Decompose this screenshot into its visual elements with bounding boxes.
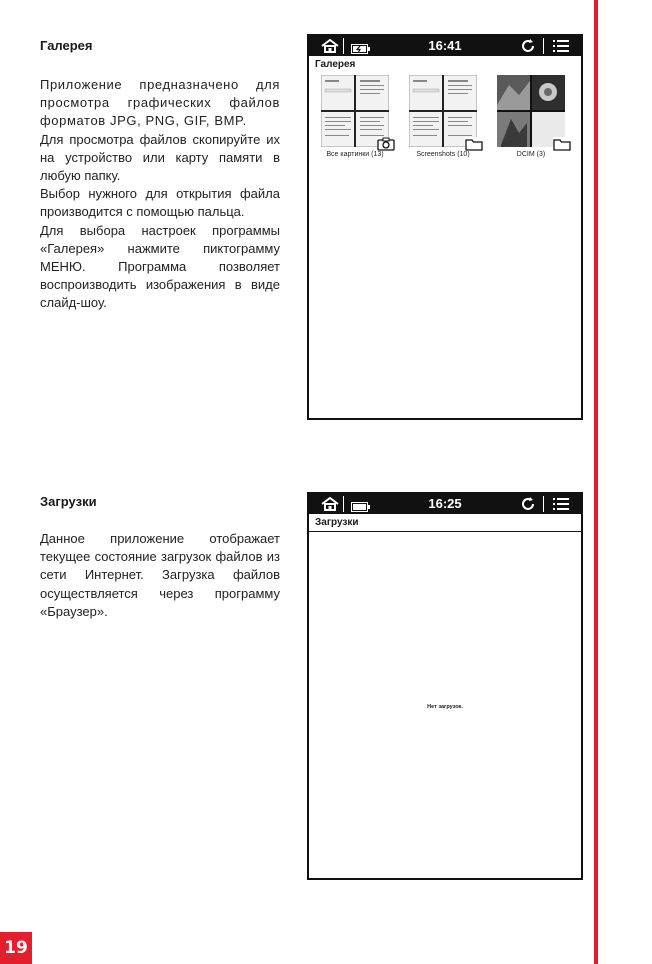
album-label: Screenshots (10): [416, 151, 470, 158]
clock: 16:25: [428, 496, 462, 511]
status-bar: [309, 36, 581, 56]
gallery-heading: Галерея: [40, 38, 93, 53]
downloads-description: [40, 530, 280, 621]
app-title: Галерея: [315, 59, 356, 70]
camera-icon: [377, 137, 395, 151]
album-thumbnail: [321, 75, 389, 147]
refresh-icon[interactable]: [521, 39, 535, 58]
refresh-icon[interactable]: [521, 497, 535, 516]
album-tile[interactable]: [405, 75, 481, 158]
album-thumbnail: [409, 75, 477, 147]
menu-icon[interactable]: [553, 497, 569, 516]
gallery-paragraph: Для выбора настроек программы «Галерея» нажмите пиктограмму МЕНЮ. Программа позволяет воспроизводить изображения в виде слайд-шоу.: [40, 222, 280, 311]
status-bar: [309, 494, 581, 514]
status-divider: [543, 38, 544, 54]
empty-state-message: Нет загрузок.: [427, 704, 463, 710]
gallery-paragraph: Для просмотра файлов скопируйте их на устройство или карту памяти в любую папку.: [40, 131, 280, 184]
page-number: 19: [0, 932, 32, 964]
status-divider: [543, 496, 544, 512]
gallery-paragraph: Приложение предназначено для просмотра графических файлов форматов JPG, PNG, GIF, BMP.: [40, 77, 280, 129]
downloads-heading: Загрузки: [40, 494, 97, 509]
album-label: Все картинки (13): [326, 151, 384, 158]
page-edge-accent-line: [594, 0, 598, 964]
clock: 16:41: [428, 38, 462, 53]
album-thumbnail: [497, 75, 565, 147]
menu-icon[interactable]: [553, 39, 569, 58]
downloads-paragraph: Данное приложение отображает текущее состояние загрузок файлов из сети Интернет. Загрузка файлов осуществляется через программу «Браузер».: [40, 531, 280, 619]
album-tile[interactable]: [317, 75, 393, 158]
gallery-paragraph: Выбор нужного для открытия файла производится с помощью пальца.: [40, 186, 280, 220]
gallery-description: [40, 76, 280, 313]
folder-icon: [465, 137, 483, 151]
album-tile[interactable]: [493, 75, 569, 158]
gallery-device-screen: [307, 34, 583, 420]
downloads-device-screen: [307, 492, 583, 880]
album-grid: [309, 73, 581, 173]
app-title: Загрузки: [309, 514, 581, 532]
album-label: DCIM (3): [516, 151, 546, 158]
folder-icon: [553, 137, 571, 151]
